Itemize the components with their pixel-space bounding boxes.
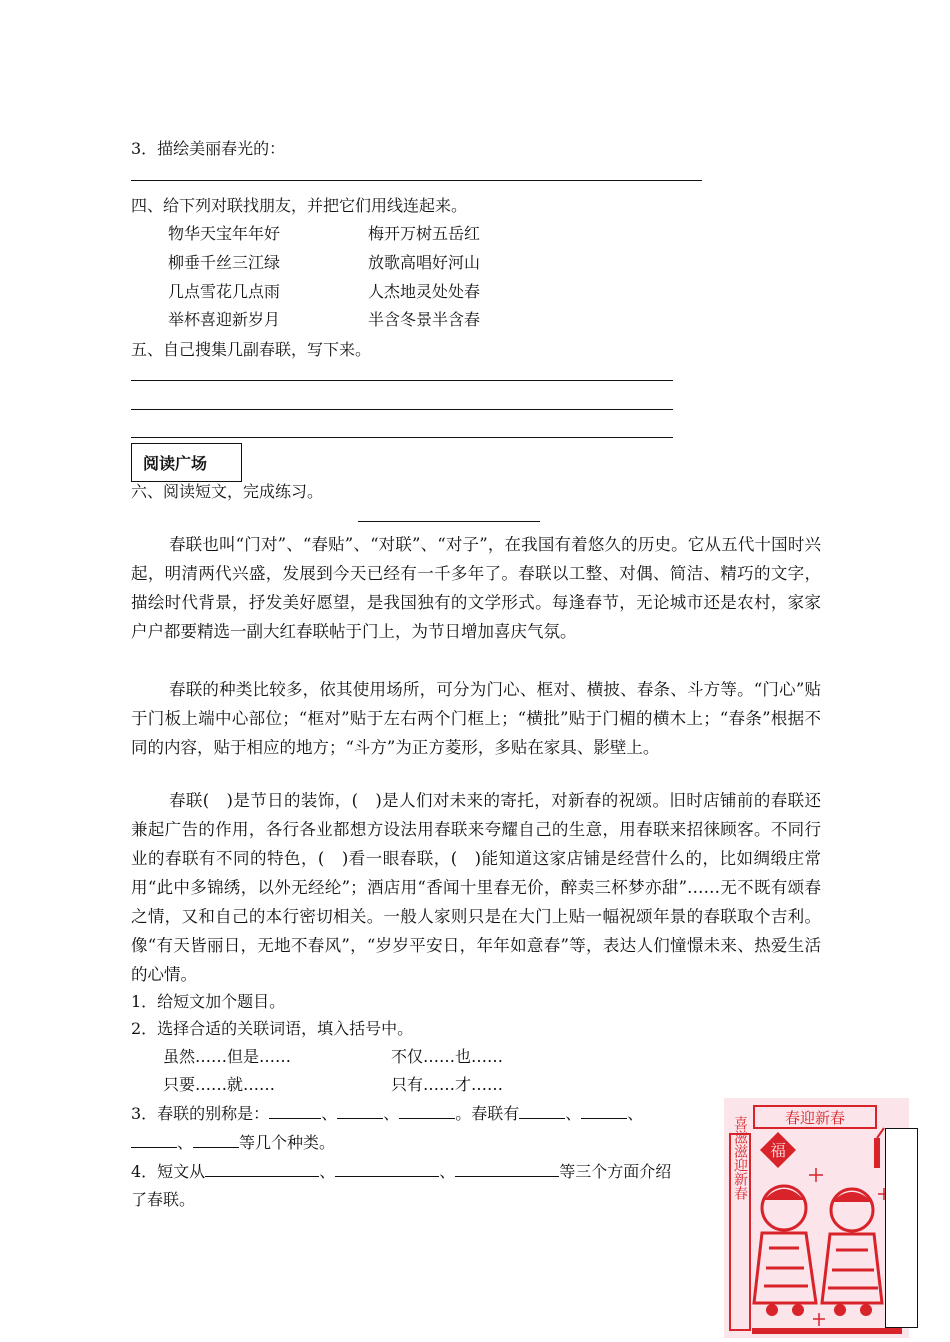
question-4-line-2: 了春联。 [131, 1190, 196, 1209]
couplet-left-4: 举杯喜迎新岁月 [168, 310, 281, 329]
side-empty-box [885, 1128, 918, 1328]
reading-square-label: 阅读广场 [143, 454, 208, 473]
blank-alias-3[interactable] [399, 1102, 455, 1119]
children-papercut-illustration [724, 1098, 909, 1338]
separator: 、 [383, 1104, 400, 1123]
option-1: 虽然……但是…… [163, 1047, 292, 1066]
separator: 、 [321, 1104, 338, 1123]
couplet-left-3: 几点雪花几点雨 [168, 282, 281, 301]
couplet-left-2: 柳垂千丝三江绿 [168, 253, 281, 272]
q3-middle: 。春联有 [455, 1104, 520, 1123]
passage-paragraph-3: 春联( )是节日的装饰，( )是人们对未来的寄托，对新春的祝颂。旧时店铺前的春联还兼起广告的作用，各行各业都想方设法用春联来夸耀自己的生意，用春联来招徕顾客。不同行业的春联有不同的特色，( )看一眼春联，( )能知道这家店铺是经营什么的，比如绸缎庄常用“此中多锦绣，以外无经纶”；酒店用“香闻十里春无价，醉卖三杯梦亦甜”……无不既有颂春之情，又和自己的本行密切相关。一般人家则只是在大门上贴一幅祝颂年景的春联取个吉利。像“有天皆丽日，无地不春风”，“岁岁平安日，年年如意春”等，表达人们憧憬未来、热爱生活的心情。 [131, 791, 821, 984]
separator: 、 [177, 1133, 194, 1152]
option-4: 只有……才…… [391, 1075, 504, 1094]
blank-aspect-1[interactable] [205, 1160, 319, 1177]
q3-prefix: 3．春联的别称是： [131, 1104, 270, 1123]
q4-middle: 等三个方面介绍 [559, 1162, 672, 1181]
blank-alias-2[interactable] [337, 1102, 383, 1119]
section-6-title: 六、阅读短文，完成练习。 [131, 482, 324, 501]
couplet-left-1: 物华天宝年年好 [168, 224, 281, 243]
banner-text: 春迎新春 [784, 1109, 846, 1127]
couplet-right-1: 梅开万树五岳红 [368, 224, 481, 243]
couplet-right-4: 半含冬景半含春 [368, 310, 481, 329]
couplet-right-2: 放歌高唱好河山 [368, 253, 481, 272]
answer-line-q3[interactable] [131, 180, 702, 181]
passage-paragraph-1: 春联也叫“门对”、“春贴”、“对联”、“对子”，在我国有着悠久的历史。它从五代十国时兴起，明清两代兴盛，发展到今天已经有一千多年了。春联以工整、对偶、简洁、精巧的文字，描绘时代背景，抒发美好愿望，是我国独有的文学形式。每逢春节，无论城市还是农村，家家户户都要精选一副大红春联帖于门上，为节日增加喜庆气氛。 [131, 535, 821, 641]
question-1: 1．给短文加个题目。 [131, 992, 286, 1011]
answer-line-5a[interactable] [131, 380, 673, 381]
blank-alias-1[interactable] [269, 1102, 321, 1119]
side-banner-text: 喜滋滋迎新春 [732, 1116, 748, 1200]
question-3-line-2 [131, 1130, 335, 1153]
reading-square-box [131, 443, 242, 482]
answer-line-5c[interactable] [131, 437, 673, 438]
blank-type-3[interactable] [131, 1131, 177, 1148]
q3-label: 3．描绘美丽春光的： [131, 139, 286, 158]
blank-type-2[interactable] [581, 1102, 627, 1119]
question-2: 2．选择合适的关联词语，填入括号中。 [131, 1019, 414, 1038]
title-blank-line[interactable] [358, 521, 540, 522]
answer-line-5b[interactable] [131, 409, 673, 410]
couplet-right-3: 人杰地灵处处春 [368, 282, 481, 301]
blank-aspect-3[interactable] [455, 1160, 559, 1177]
fu-character: 福 [769, 1141, 787, 1160]
question-3-line-1 [131, 1101, 643, 1124]
section-4-title: 四、给下列对联找朋友，并把它们用线连起来。 [131, 196, 468, 215]
spring-festival-picture [724, 1098, 909, 1338]
q3-suffix: 等几个种类。 [239, 1133, 336, 1152]
blank-type-4[interactable] [193, 1131, 239, 1148]
q4-prefix: 4．短文从 [131, 1162, 206, 1181]
separator: 、 [319, 1162, 336, 1181]
separator: 、 [565, 1104, 582, 1123]
option-2: 不仅……也…… [391, 1047, 504, 1066]
option-3: 只要……就…… [163, 1075, 276, 1094]
separator: 、 [439, 1162, 456, 1181]
blank-aspect-2[interactable] [335, 1160, 439, 1177]
section-5-title: 五、自己搜集几副春联，写下来。 [131, 340, 372, 359]
passage-paragraph-2: 春联的种类比较多，依其使用场所，可分为门心、框对、横披、春条、斗方等。“门心”贴于门板上端中心部位；“框对”贴于左右两个门框上；“横批”贴于门楣的横木上；“春条”根据不同的内容，贴于相应的地方；“斗方”为正方菱形，多贴在家具、影壁上。 [131, 680, 821, 757]
blank-type-1[interactable] [519, 1102, 565, 1119]
question-4-line-1 [131, 1159, 671, 1182]
separator: 、 [627, 1104, 644, 1123]
